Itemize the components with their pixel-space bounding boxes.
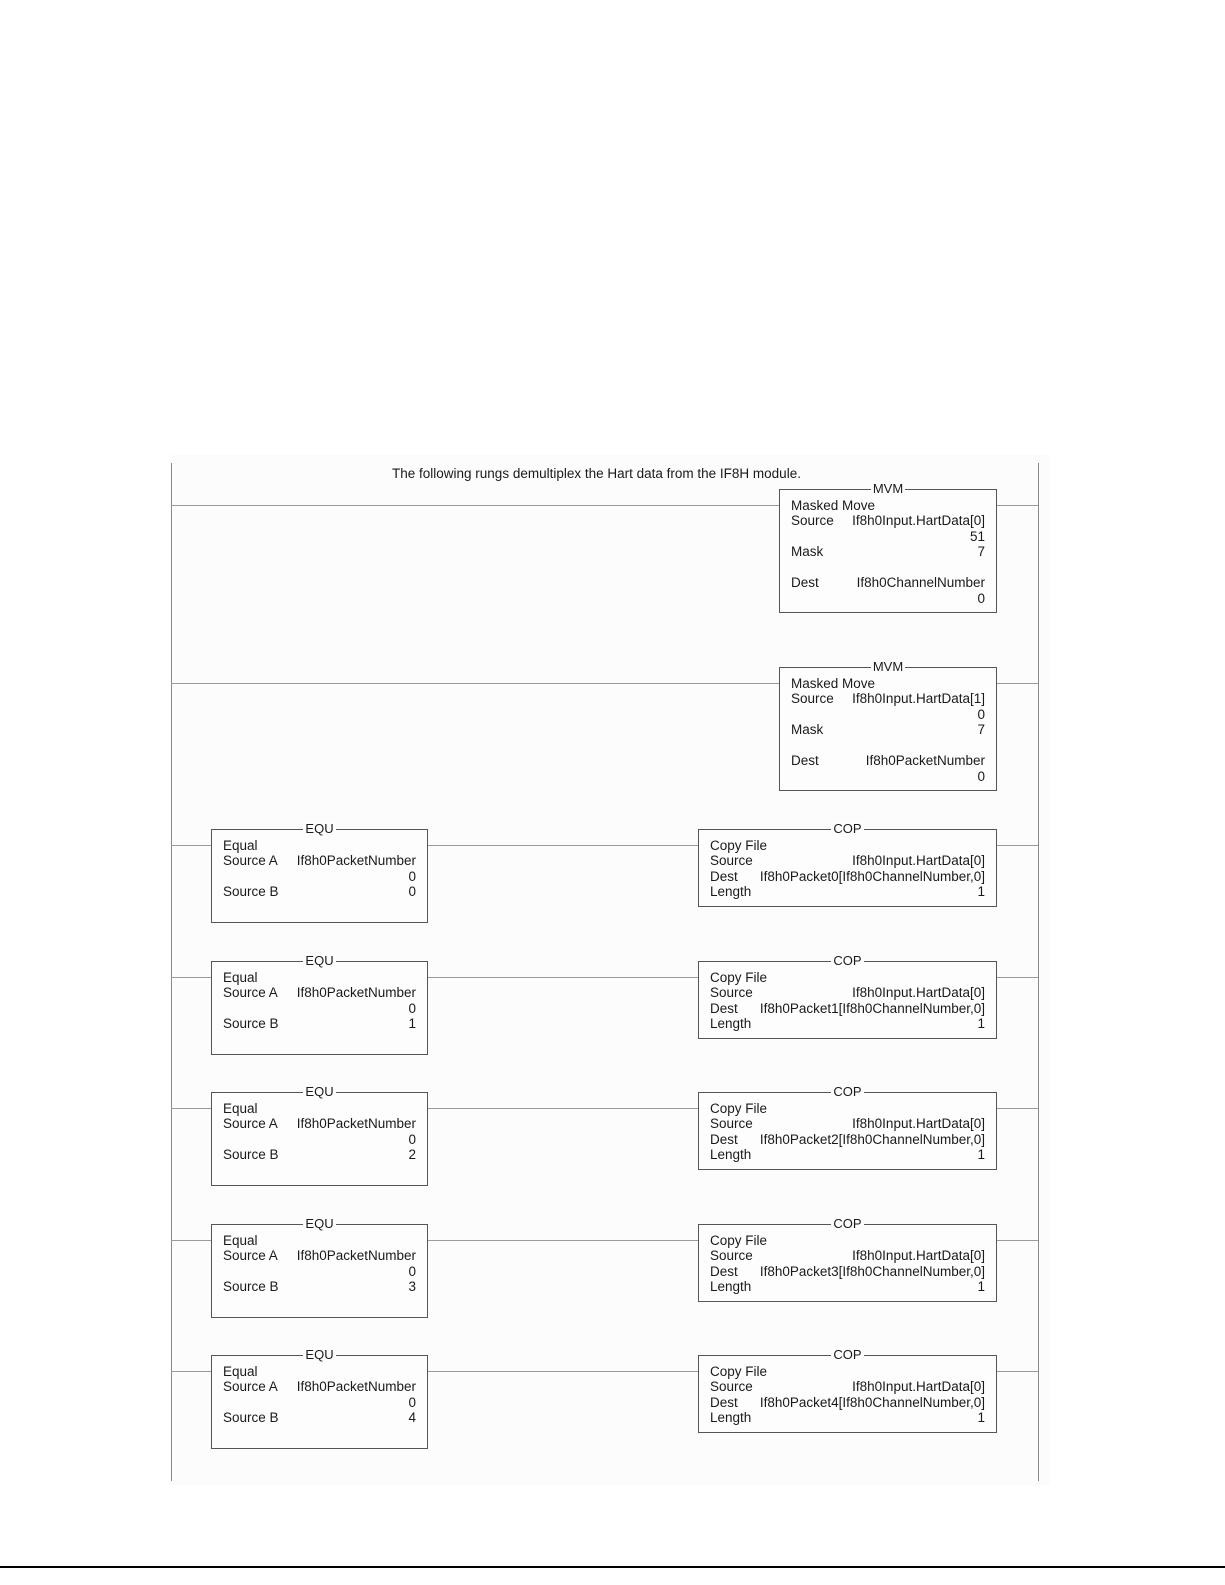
mnemonic-label: EQU	[305, 953, 334, 968]
rung-wire-right	[996, 845, 1038, 846]
operand-row	[710, 1233, 985, 1249]
operand-row	[223, 1410, 416, 1426]
rung-wire-middle	[427, 1108, 698, 1109]
operand-row	[223, 985, 416, 1001]
operand-row	[223, 1016, 416, 1032]
operand-row	[710, 1132, 985, 1148]
operand-row	[223, 1395, 416, 1411]
source-a-tag: If8h0PacketNumber	[296, 853, 416, 868]
operand-row	[791, 691, 985, 707]
instruction-name: Equal	[223, 1233, 258, 1248]
rung-comment: The following rungs demultiplex the Hart data from the IF8H module.	[392, 466, 801, 481]
mnemonic-label: EQU	[305, 1347, 334, 1362]
source-a-label: Source A	[223, 1379, 278, 1394]
operand-row	[223, 1147, 416, 1163]
operand-row	[223, 1248, 416, 1264]
operand-row	[710, 1248, 985, 1264]
rung-wire-right	[996, 505, 1038, 506]
rung-wire-left	[171, 1108, 211, 1109]
dest-tag: If8h0Packet0[If8h0ChannelNumber,0]	[759, 869, 985, 884]
instruction-mnemonic	[212, 1216, 427, 1232]
source-a-value: 0	[408, 1264, 416, 1279]
length-label: Length	[710, 1410, 752, 1425]
length-value: 1	[977, 1147, 985, 1162]
operand-row	[710, 884, 985, 900]
operand-row	[710, 1016, 985, 1032]
rung-wire-middle	[427, 1371, 698, 1372]
source-tag: If8h0Input.HartData[0]	[852, 985, 985, 1000]
operand-row	[710, 1101, 985, 1117]
length-label: Length	[710, 1279, 752, 1294]
mvm-instruction-block[interactable]	[779, 659, 997, 791]
operand-row	[710, 1364, 985, 1380]
mask-value: 7	[977, 544, 985, 559]
instruction-mnemonic	[780, 659, 996, 675]
dest-label: Dest	[710, 1395, 738, 1410]
mnemonic-label: COP	[833, 1216, 862, 1231]
dest-label: Dest	[710, 1132, 738, 1147]
instruction-name: Copy File	[710, 1364, 768, 1379]
instruction-mnemonic	[780, 481, 996, 497]
dest-value: 0	[977, 769, 985, 784]
length-label: Length	[710, 884, 752, 899]
dest-tag: If8h0Packet1[If8h0ChannelNumber,0]	[759, 1001, 985, 1016]
instruction-mnemonic	[699, 1216, 996, 1232]
operand-row	[710, 869, 985, 885]
source-label: Source	[710, 1248, 753, 1263]
dest-tag: If8h0Packet3[If8h0ChannelNumber,0]	[759, 1264, 985, 1279]
rung-wire-middle	[427, 977, 698, 978]
mnemonic-label: MVM	[872, 659, 904, 674]
cop-instruction-block[interactable]	[698, 1216, 997, 1302]
mask-label: Mask	[791, 722, 824, 737]
source-b-value: 1	[408, 1016, 416, 1031]
source-b-label: Source B	[223, 1016, 279, 1031]
source-b-value: 4	[408, 1410, 416, 1425]
operand-row	[223, 884, 416, 900]
instruction-name: Copy File	[710, 838, 768, 853]
source-label: Source	[710, 1116, 753, 1131]
rung-wire-right	[996, 977, 1038, 978]
operand-row	[710, 1001, 985, 1017]
dest-tag: If8h0Packet4[If8h0ChannelNumber,0]	[759, 1395, 985, 1410]
dest-tag: If8h0ChannelNumber	[856, 575, 985, 590]
mvm-instruction-block[interactable]	[779, 481, 997, 613]
operand-row	[710, 1116, 985, 1132]
operand-row	[791, 591, 985, 607]
operand-row	[223, 838, 416, 854]
operand-row	[223, 1116, 416, 1132]
equ-instruction-block[interactable]	[211, 821, 428, 923]
operand-row	[223, 853, 416, 869]
source-value: 51	[969, 529, 985, 544]
rung-wire-left	[171, 1371, 211, 1372]
length-label: Length	[710, 1147, 752, 1162]
instruction-name: Copy File	[710, 1233, 768, 1248]
mnemonic-label: EQU	[305, 1216, 334, 1231]
length-value: 1	[977, 884, 985, 899]
cop-instruction-block[interactable]	[698, 953, 997, 1039]
instruction-mnemonic	[212, 953, 427, 969]
operand-row	[223, 1233, 416, 1249]
source-a-tag: If8h0PacketNumber	[296, 985, 416, 1000]
source-a-label: Source A	[223, 985, 278, 1000]
source-tag: If8h0Input.HartData[1]	[852, 691, 985, 706]
operand-row	[710, 985, 985, 1001]
source-value: 0	[977, 707, 985, 722]
source-b-label: Source B	[223, 884, 279, 899]
mnemonic-label: COP	[833, 821, 862, 836]
mnemonic-label: COP	[833, 953, 862, 968]
rung-wire-right	[996, 1240, 1038, 1241]
rung-wire-left	[171, 1240, 211, 1241]
equ-instruction-block[interactable]	[211, 1347, 428, 1449]
source-tag: If8h0Input.HartData[0]	[852, 1379, 985, 1394]
source-label: Source	[710, 853, 753, 868]
operand-row	[710, 853, 985, 869]
operand-row	[791, 575, 985, 591]
mnemonic-label: EQU	[305, 821, 334, 836]
instruction-name: Equal	[223, 1101, 258, 1116]
source-tag: If8h0Input.HartData[0]	[852, 1116, 985, 1131]
rung-wire-middle	[427, 1240, 698, 1241]
operand-row	[710, 1264, 985, 1280]
source-b-label: Source B	[223, 1147, 279, 1162]
operand-row	[223, 869, 416, 885]
rung-wire-left	[171, 845, 211, 846]
dest-tag: If8h0Packet2[If8h0ChannelNumber,0]	[759, 1132, 985, 1147]
cop-instruction-block[interactable]	[698, 1084, 997, 1170]
rung-wire-middle	[427, 845, 698, 846]
rung-wire-left	[171, 505, 779, 506]
instruction-mnemonic	[212, 1347, 427, 1363]
operand-row	[791, 753, 985, 769]
operand-row	[710, 1147, 985, 1163]
operand-row	[710, 970, 985, 986]
length-value: 1	[977, 1016, 985, 1031]
instruction-name: Equal	[223, 1364, 258, 1379]
instruction-mnemonic	[699, 953, 996, 969]
equ-instruction-block[interactable]	[211, 1084, 428, 1186]
operand-row	[791, 676, 985, 692]
instruction-mnemonic	[699, 821, 996, 837]
operand-row	[710, 838, 985, 854]
dest-label: Dest	[791, 575, 819, 590]
operand-row	[223, 970, 416, 986]
operand-row	[791, 513, 985, 529]
mask-value: 7	[977, 722, 985, 737]
source-a-label: Source A	[223, 1116, 278, 1131]
dest-tag: If8h0PacketNumber	[865, 753, 985, 768]
source-a-value: 0	[408, 1395, 416, 1410]
operand-row	[223, 1364, 416, 1380]
operand-row	[791, 769, 985, 785]
mnemonic-label: MVM	[872, 481, 904, 496]
dest-label: Dest	[710, 1264, 738, 1279]
operand-row	[223, 1101, 416, 1117]
left-power-rail	[171, 463, 172, 1481]
instruction-name: Copy File	[710, 1101, 768, 1116]
rung-wire-left	[171, 977, 211, 978]
source-a-value: 0	[408, 1132, 416, 1147]
right-power-rail	[1038, 463, 1039, 1481]
source-b-value: 0	[408, 884, 416, 899]
mask-label: Mask	[791, 544, 824, 559]
source-a-value: 0	[408, 869, 416, 884]
length-label: Length	[710, 1016, 752, 1031]
dest-label: Dest	[710, 1001, 738, 1016]
operand-row	[710, 1410, 985, 1426]
source-a-label: Source A	[223, 1248, 278, 1263]
source-a-tag: If8h0PacketNumber	[296, 1116, 416, 1131]
dest-label: Dest	[710, 869, 738, 884]
operand-row	[223, 1279, 416, 1295]
source-tag: If8h0Input.HartData[0]	[852, 513, 985, 528]
source-label: Source	[710, 985, 753, 1000]
source-label: Source	[791, 691, 834, 706]
operand-row	[791, 544, 985, 560]
instruction-name: Masked Move	[791, 676, 876, 691]
source-label: Source	[710, 1379, 753, 1394]
instruction-name: Masked Move	[791, 498, 876, 513]
source-a-tag: If8h0PacketNumber	[296, 1379, 416, 1394]
rung-wire-right	[996, 683, 1038, 684]
operand-row	[791, 498, 985, 514]
dest-value: 0	[977, 591, 985, 606]
operand-row	[791, 707, 985, 723]
operand-row	[223, 1379, 416, 1395]
operand-row	[710, 1279, 985, 1295]
source-a-value: 0	[408, 1001, 416, 1016]
operand-row	[223, 1132, 416, 1148]
instruction-name: Copy File	[710, 970, 768, 985]
cop-instruction-block[interactable]	[698, 821, 997, 907]
length-value: 1	[977, 1410, 985, 1425]
operand-row	[791, 529, 985, 545]
operand-row	[710, 1379, 985, 1395]
rung-wire-right	[996, 1371, 1038, 1372]
equ-instruction-block[interactable]	[211, 1216, 428, 1318]
rung-wire-left	[171, 683, 779, 684]
source-tag: If8h0Input.HartData[0]	[852, 1248, 985, 1263]
mnemonic-label: COP	[833, 1084, 862, 1099]
source-b-label: Source B	[223, 1410, 279, 1425]
source-b-value: 3	[408, 1279, 416, 1294]
operand-row	[223, 1001, 416, 1017]
source-b-label: Source B	[223, 1279, 279, 1294]
instruction-name: Equal	[223, 970, 258, 985]
instruction-name: Equal	[223, 838, 258, 853]
length-value: 1	[977, 1279, 985, 1294]
operand-row	[710, 1395, 985, 1411]
mnemonic-label: COP	[833, 1347, 862, 1362]
instruction-mnemonic	[699, 1347, 996, 1363]
source-a-tag: If8h0PacketNumber	[296, 1248, 416, 1263]
source-b-value: 2	[408, 1147, 416, 1162]
operand-row	[791, 722, 985, 738]
mnemonic-label: EQU	[305, 1084, 334, 1099]
cop-instruction-block[interactable]	[698, 1347, 997, 1433]
instruction-mnemonic	[212, 1084, 427, 1100]
operand-row	[223, 1264, 416, 1280]
source-label: Source	[791, 513, 834, 528]
source-tag: If8h0Input.HartData[0]	[852, 853, 985, 868]
instruction-mnemonic	[699, 1084, 996, 1100]
page-bottom-rule	[0, 1566, 1225, 1568]
source-a-label: Source A	[223, 853, 278, 868]
equ-instruction-block[interactable]	[211, 953, 428, 1055]
instruction-mnemonic	[212, 821, 427, 837]
rung-wire-right	[996, 1108, 1038, 1109]
dest-label: Dest	[791, 753, 819, 768]
